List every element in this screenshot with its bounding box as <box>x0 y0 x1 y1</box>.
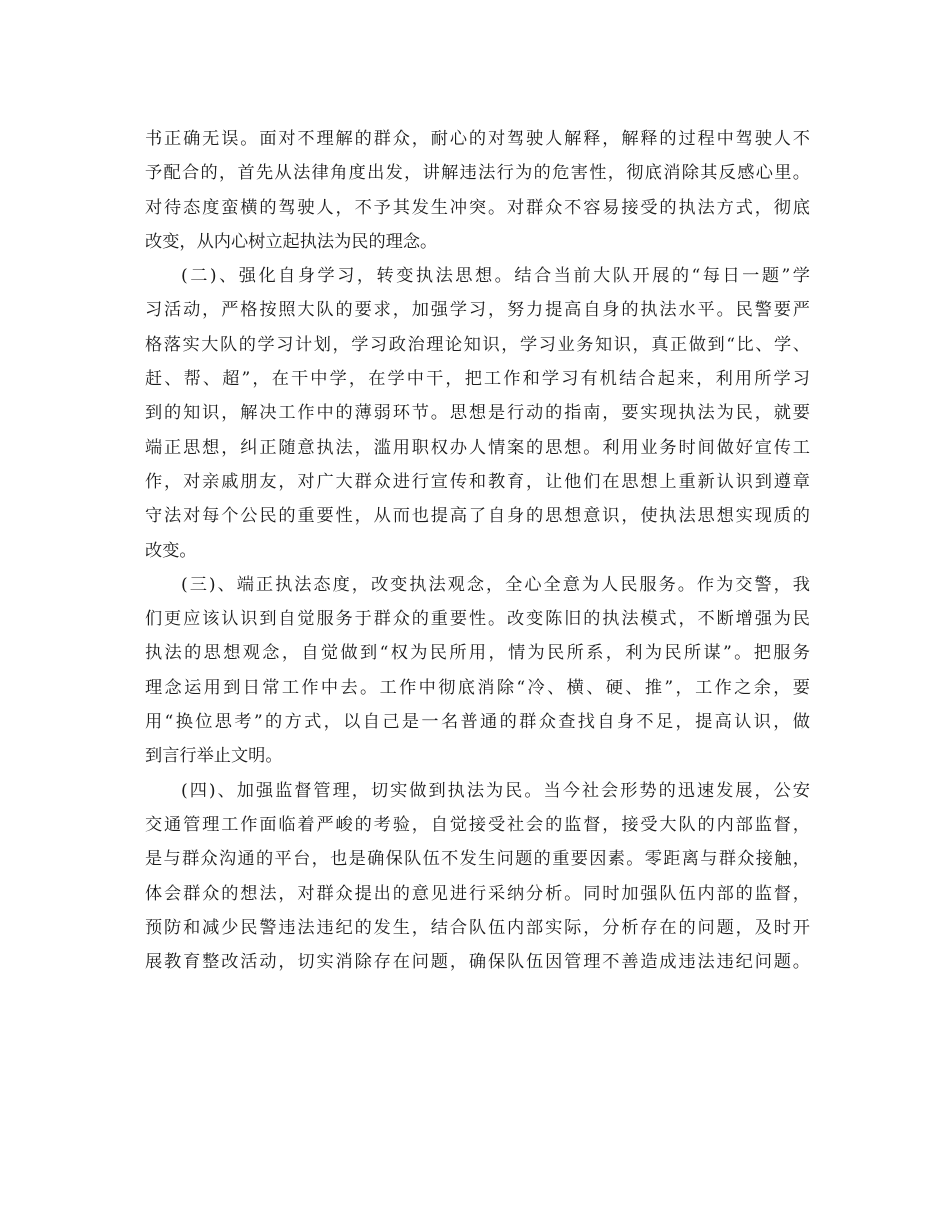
text-line: 预防和减少民警违法违纪的发生，结合队伍内部实际，分析存在的问题，及时开 <box>145 917 810 938</box>
text-line: 书正确无误。面对不理解的群众，耐心的对驾驶人解释，解释的过程中驾驶人不 <box>145 129 810 149</box>
text-line: 作，对亲戚朋友，对广大群众进行宣传和教育，让他们在思想上重新认识到遵章 <box>145 471 810 492</box>
text-line: 理念运用到日常工作中去。工作中彻底消除“冷、横、硬、推”，工作之余，要 <box>145 677 810 698</box>
text-line: 体会群众的想法，对群众提出的意见进行采纳分析。同时加强队伍内部的监督， <box>145 883 810 904</box>
text-line: 改变，从内心树立起执法为民的理念。 <box>145 231 438 252</box>
text-line: 到的知识，解决工作中的薄弱环节。思想是行动的指南，要实现执法为民，就要 <box>145 403 810 424</box>
text-line: 执法的思想观念，自觉做到“权为民所用，情为民所系，利为民所谋”。把服务 <box>145 643 810 664</box>
text-line: 习活动，严格按照大队的要求，加强学习，努力提高自身的执法水平。民警要严 <box>145 300 810 321</box>
text-line: 端正思想，纠正随意执法，滥用职权办人情案的思想。利用业务时间做好宣传工 <box>145 437 810 458</box>
paragraph-start-line: (二)、强化自身学习，转变执法思想。结合当前大队开展的“每日一题”学 <box>181 266 810 287</box>
text-line: 展教育整改活动，切实消除存在问题，确保队伍因管理不善造成违法违纪问题。 <box>145 952 810 973</box>
text-line: 交通管理工作面临着严峻的考验，自觉接受社会的监督，接受大队的内部监督， <box>145 814 810 835</box>
paragraph-start-line: (三)、端正执法态度，改变执法观念，全心全意为人民服务。作为交警，我 <box>181 574 810 595</box>
text-line: 守法对每个公民的重要性，从而也提高了自身的思想意识，使执法思想实现质的 <box>145 506 810 527</box>
text-line: 用“换位思考”的方式，以自己是一名普通的群众查找自身不足，提高认识，做 <box>145 712 810 733</box>
text-line: 是与群众沟通的平台，也是确保队伍不发生问题的重要因素。零距离与群众接触， <box>145 849 810 870</box>
text-line: 到言行举止文明。 <box>145 746 283 767</box>
text-line: 赶、帮、超”，在干中学，在学中干，把工作和学习有机结合起来，利用所学习 <box>145 369 810 390</box>
text-line: 改变。 <box>145 540 197 561</box>
text-line: 予配合的，首先从法律角度出发，讲解违法行为的危害性，彻底消除其反感心里。 <box>145 163 810 184</box>
paragraph-start-line: (四)、加强监督管理，切实做到执法为民。当今社会形势的迅速发展，公安 <box>181 780 810 801</box>
document-body <box>145 122 810 979</box>
text-line: 对待态度蛮横的驾驶人，不予其发生冲突。对群众不容易接受的执法方式，彻底 <box>145 197 810 218</box>
text-line: 格落实大队的学习计划，学习政治理论知识，学习业务知识，真正做到“比、学、 <box>145 334 810 355</box>
text-line: 们更应该认识到自觉服务于群众的重要性。改变陈旧的执法模式，不断增强为民 <box>145 609 810 630</box>
